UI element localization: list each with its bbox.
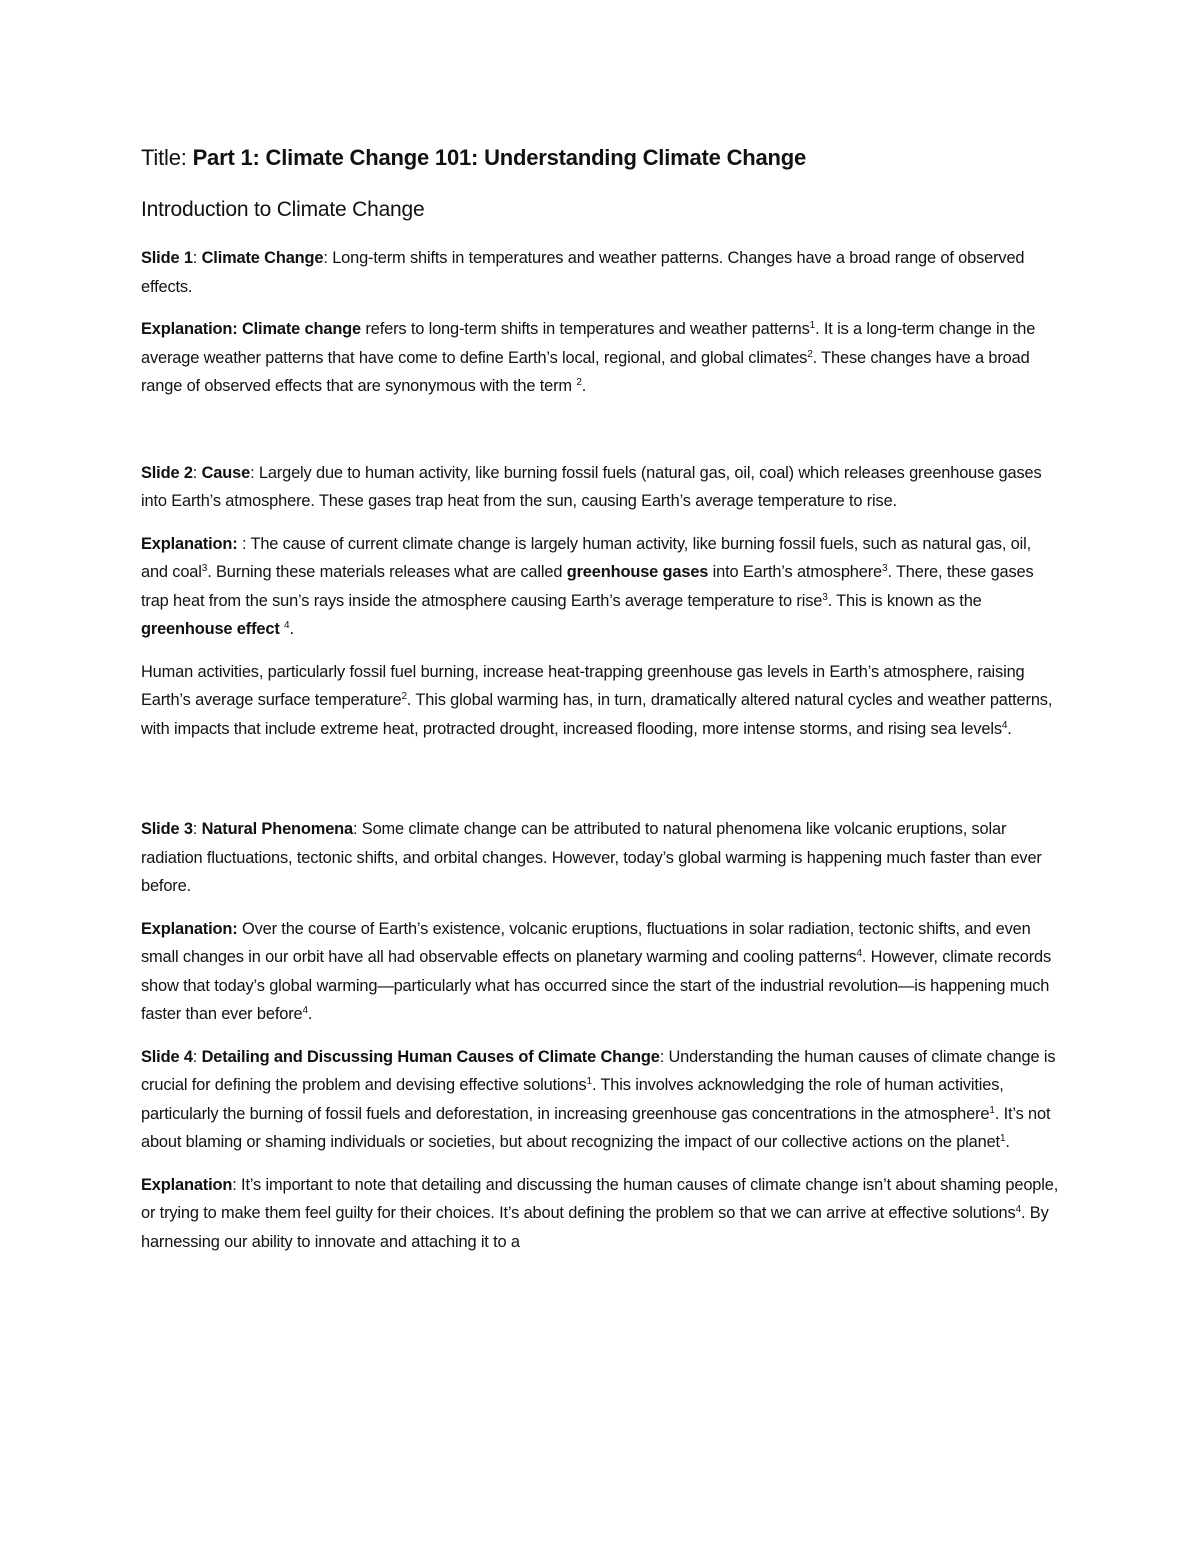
slide-4-text: . It’s not about blaming or shaming individuals or societies, but about recognizing the impact of our collective actions on the planet <box>141 1104 1051 1151</box>
slide-4-paragraph <box>141 1043 1061 1157</box>
paragraph-text: . <box>1007 719 1012 738</box>
section-heading: Introduction to Climate Change <box>141 198 425 221</box>
explanation-text: : The cause of current climate change is largely human activity, like burning fossil fuels, such as natural gas, oil, and coal <box>141 534 1031 581</box>
slide-4-term: Detailing and Discussing Human Causes of Climate Change <box>201 1047 660 1066</box>
slide-1-sep: : <box>192 249 202 267</box>
explanation-text: . However, climate records show that today’s global warming—particularly what has occurred since the start of the industrial revolution—is happening much faster than ever before <box>141 948 1052 1023</box>
explanation-text: . <box>581 377 587 395</box>
slide-2-text: : Largely due to human activity, like burning fossil fuels (natural gas, oil, coal) which releases greenhouse gases into Earth’s atmosphere. These gases trap heat from the sun, causing Earth’s average temperature to rise. <box>141 463 1042 510</box>
document-page <box>141 138 1061 1270</box>
paragraph-text: . This global warming has, in turn, dramatically altered natural cycles and weather patterns, with impacts that include extreme heat, protracted drought, increased flooding, more intense storms, and rising sea levels <box>141 691 1053 738</box>
explanation-text: into Earth’s atmosphere <box>708 563 883 581</box>
footnote-ref: 2 <box>576 377 582 388</box>
title-colon: : <box>180 145 193 170</box>
explanation-term: Climate change <box>241 320 362 338</box>
spacer <box>141 415 1061 459</box>
spacer <box>141 757 1061 815</box>
explanation-text: refers to long-term shifts in temperatures and weather patterns <box>361 320 810 338</box>
explanation-text: . <box>307 1005 313 1023</box>
slide-3-term: Natural Phenomena <box>201 820 353 838</box>
slide-1-label: Slide 1 <box>141 249 193 267</box>
slide-4-explanation <box>141 1171 1061 1257</box>
footnote-ref: 3 <box>822 591 828 603</box>
slide-3-explanation <box>141 915 1061 1029</box>
slide-4-label: Slide 4 <box>141 1047 193 1066</box>
explanation-text: . <box>289 620 294 638</box>
slide-2-sep: : <box>192 463 202 482</box>
greenhouse-gases-term: greenhouse gases <box>566 563 709 581</box>
document-title <box>141 138 1061 178</box>
slide-4-text: : Understanding the human causes of climate change is crucial for defining the problem and devising effective solutions <box>141 1047 1056 1094</box>
footnote-ref: 3 <box>882 563 888 574</box>
slide-3-label: Slide 3 <box>141 820 193 838</box>
explanation-label: Explanation: <box>141 320 242 338</box>
footnote-ref: 4 <box>856 948 862 959</box>
slide-1-paragraph <box>141 244 1061 301</box>
explanation-label: Explanation: <box>141 919 238 938</box>
explanation-text: . This is known as the <box>827 591 982 610</box>
slide-2-paragraph <box>141 459 1061 516</box>
footnote-ref: 1 <box>809 320 816 331</box>
slide-2-label: Slide 2 <box>141 463 193 482</box>
footnote-ref: 1 <box>989 1104 995 1116</box>
explanation-text: Over the course of Earth’s existence, volcanic eruptions, fluctuations in solar radiation, tectonic shifts, and even small changes in our orbit have all had observable effects on planetary warming and cooling patterns <box>141 919 1031 966</box>
paragraph-text: Human activities, particularly fossil fuel burning, increase heat-trapping greenhouse gas levels in Earth’s atmosphere, raising Earth’s average surface temperature <box>141 662 1025 709</box>
footnote-ref: 2 <box>807 348 813 360</box>
slide-1-term: Climate Change <box>201 249 324 267</box>
footnote-ref: 4 <box>1001 719 1008 731</box>
slide-4-text: . This involves acknowledging the role of human activities, particularly the burning of fossil fuels and deforestation, in increasing greenhouse gas concentrations in the atmosphere <box>141 1076 1004 1123</box>
slide-4-text: . <box>1005 1133 1010 1151</box>
explanation-label: Explanation <box>141 1175 233 1194</box>
title-text: Part 1: Climate Change 101: Understanding Climate Change <box>192 145 807 170</box>
slide-1-explanation <box>141 315 1061 401</box>
slide-2-term: Cause <box>201 463 251 482</box>
footnote-ref: 3 <box>201 563 208 574</box>
greenhouse-effect-term: greenhouse effect <box>141 620 280 638</box>
footnote-ref: 1 <box>586 1076 592 1087</box>
footnote-ref: 4 <box>284 620 290 631</box>
footnote-ref: 4 <box>1015 1204 1021 1215</box>
footnote-ref: 1 <box>999 1133 1006 1144</box>
slide-3-text: : Some climate change can be attributed to natural phenomena like volcanic eruptions, solar radiation fluctuations, tectonic shifts, and orbital changes. However, today’s global warming is happening much faster than ever before. <box>141 820 1042 895</box>
slide-4-sep: : <box>192 1047 202 1066</box>
footnote-ref: 2 <box>401 691 407 702</box>
explanation-label: Explanation: <box>141 534 238 553</box>
slide-1-text: : Long-term shifts in temperatures and weather patterns. Changes have a broad range of observed effects. <box>141 249 1025 296</box>
explanation-text: . These changes have a broad range of observed effects that are synonymous with the term <box>141 348 1030 395</box>
title-label: Title <box>141 145 181 170</box>
explanation-text: . By harnessing our ability to innovate and attaching it to a <box>141 1204 1049 1251</box>
explanation-text: . There, these gases trap heat from the sun’s rays inside the atmosphere causing Earth’s average temperature to rise <box>141 563 1034 610</box>
slide-3-paragraph <box>141 815 1061 901</box>
slide-2-explanation <box>141 530 1061 644</box>
slide-2-additional-paragraph <box>141 658 1061 744</box>
explanation-text: . It is a long-term change in the average weather patterns that have come to define Earth’s local, regional, and global climates <box>141 320 1036 367</box>
slide-3-sep: : <box>192 820 202 838</box>
explanation-text: : It’s important to note that detailing and discussing the human causes of climate change isn’t about shaming people, or trying to make them feel guilty for their choices. It’s about defining the problem so that we can arrive at effective solutions <box>141 1175 1059 1222</box>
footnote-ref: 4 <box>302 1005 308 1016</box>
explanation-text: . Burning these materials releases what are called <box>207 563 567 581</box>
